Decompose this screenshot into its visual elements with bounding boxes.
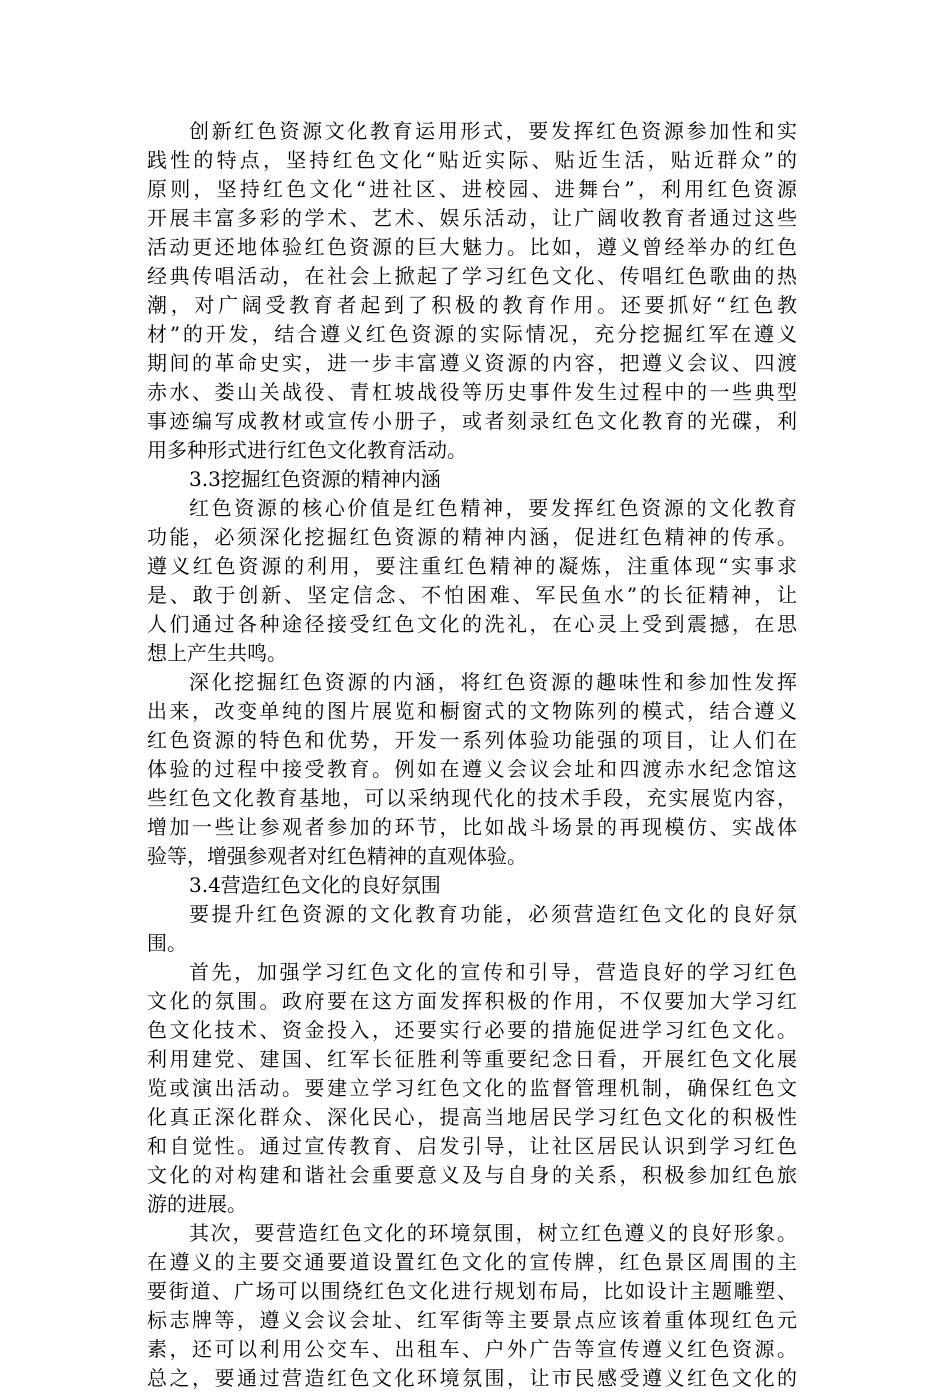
text-line: 文化的对构建和谐社会重要意义及与自身的关系，积极参加红色旅 [147, 1163, 797, 1187]
text-line: 围。 [147, 931, 187, 955]
text-line: 开展丰富多彩的学术、艺术、娱乐活动，让广阔收教育者通过这些 [147, 206, 797, 230]
text-line: 总之，要通过营造红色文化环境氛围，让市民感受遵义红色文化的 [147, 1366, 797, 1390]
text-line: 深化挖掘红色资源的内涵，将红色资源的趣味性和参加性发挥 [189, 670, 797, 694]
text-line: 遵义红色资源的利用，要注重红色精神的凝炼，注重体现“实事求 [147, 554, 797, 578]
text-line: 红色资源的特色和优势，开发一系列体验功能强的项目，让人们在 [147, 728, 797, 752]
text-line: 色文化技术、资金投入，还要实行必要的措施促进学习红色文化。 [147, 1018, 797, 1042]
text-line: 用多种形式进行红色文化教育活动。 [147, 438, 467, 462]
text-line: 原则，坚持红色文化“进社区、进校园、进舞台”，利用红色资源 [147, 177, 797, 201]
text-line: 赤水、娄山关战役、青杠坡战役等历史事件发生过程中的一些典型 [147, 380, 797, 404]
text-line: 些红色文化教育基地，可以采纳现代化的技术手段，充实展览内容， [147, 786, 797, 810]
text-line: 化真正深化群众、深化民心，提高当地居民学习红色文化的积极性 [147, 1105, 797, 1129]
text-line: 人们通过各种途径接受红色文化的洗礼，在心灵上受到震撼，在思 [147, 612, 797, 636]
text-line: 想上产生共鸣。 [147, 641, 287, 665]
text-line: 是、敢于创新、坚定信念、不怕困难、军民鱼水”的长征精神，让 [147, 583, 797, 607]
text-line: 体验的过程中接受教育。例如在遵义会议会址和四渡赤水纪念馆这 [147, 757, 797, 781]
text-line: 创新红色资源文化教育运用形式，要发挥红色资源参加性和实 [189, 119, 797, 143]
text-line: 活动更还地体验红色资源的巨大魅力。比如，遵义曾经举办的红色 [147, 235, 797, 259]
text-line: 验等，增强参观者对红色精神的直观体验。 [147, 844, 527, 868]
text-line: 利用建党、建国、红军长征胜利等重要纪念日看，开展红色文化展 [147, 1047, 797, 1071]
text-line: 首先，加强学习红色文化的宣传和引导，营造良好的学习红色 [189, 960, 797, 984]
document-body [147, 117, 797, 1393]
text-line: 和自觉性。通过宣传教育、启发引导，让社区居民认识到学习红色 [147, 1134, 797, 1158]
text-line: 经典传唱活动，在社会上掀起了学习红色文化、传唱红色歌曲的热 [147, 264, 797, 288]
text-line: 游的进展。 [147, 1192, 247, 1216]
text-line: 标志牌等，遵义会议会址、红军街等主要景点应该着重体现红色元 [147, 1308, 797, 1332]
text-line: 功能，必须深化挖掘红色资源的精神内涵，促进红色精神的传承。 [147, 525, 797, 549]
text-line: 事迹编写成教材或宣传小册子，或者刻录红色文化教育的光碟，利 [147, 409, 797, 433]
text-line: 要街道、广场可以围绕红色文化进行规划布局，比如设计主题雕塑、 [147, 1279, 797, 1303]
text-line: 其次，要营造红色文化的环境氛围，树立红色遵义的良好形象。 [189, 1221, 797, 1245]
text-line: 潮，对广阔受教育者起到了积极的教育作用。还要抓好“红色教 [147, 293, 797, 317]
text-line: 3.3挖掘红色资源的精神内涵 [189, 467, 441, 491]
text-line: 期间的革命史实，进一步丰富遵义资源的内容，把遵义会议、四渡 [147, 351, 797, 375]
text-line: 览或演出活动。要建立学习红色文化的监督管理机制，确保红色文 [147, 1076, 797, 1100]
text-line: 出来，改变单纯的图片展览和橱窗式的文物陈列的模式，结合遵义 [147, 699, 797, 723]
text-line: 材”的开发，结合遵义红色资源的实际情况，充分挖掘红军在遵义 [147, 322, 797, 346]
text-line: 文化的氛围。政府要在这方面发挥积极的作用，不仅要加大学习红 [147, 989, 797, 1013]
text-line: 素，还可以利用公交车、出租车、户外广告等宣传遵义红色资源。 [147, 1337, 797, 1361]
text-line: 3.4营造红色文化的良好氛围 [189, 873, 441, 897]
text-line: 要提升红色资源的文化教育功能，必须营造红色文化的良好氛 [189, 902, 797, 926]
text-line: 在遵义的主要交通要道设置红色文化的宣传牌，红色景区周围的主 [147, 1250, 797, 1274]
text-line: 增加一些让参观者参加的环节，比如战斗场景的再现模仿、实战体 [147, 815, 797, 839]
text-line: 红色资源的核心价值是红色精神，要发挥红色资源的文化教育 [189, 496, 797, 520]
text-line: 践性的特点，坚持红色文化“贴近实际、贴近生活，贴近群众”的 [147, 148, 797, 172]
